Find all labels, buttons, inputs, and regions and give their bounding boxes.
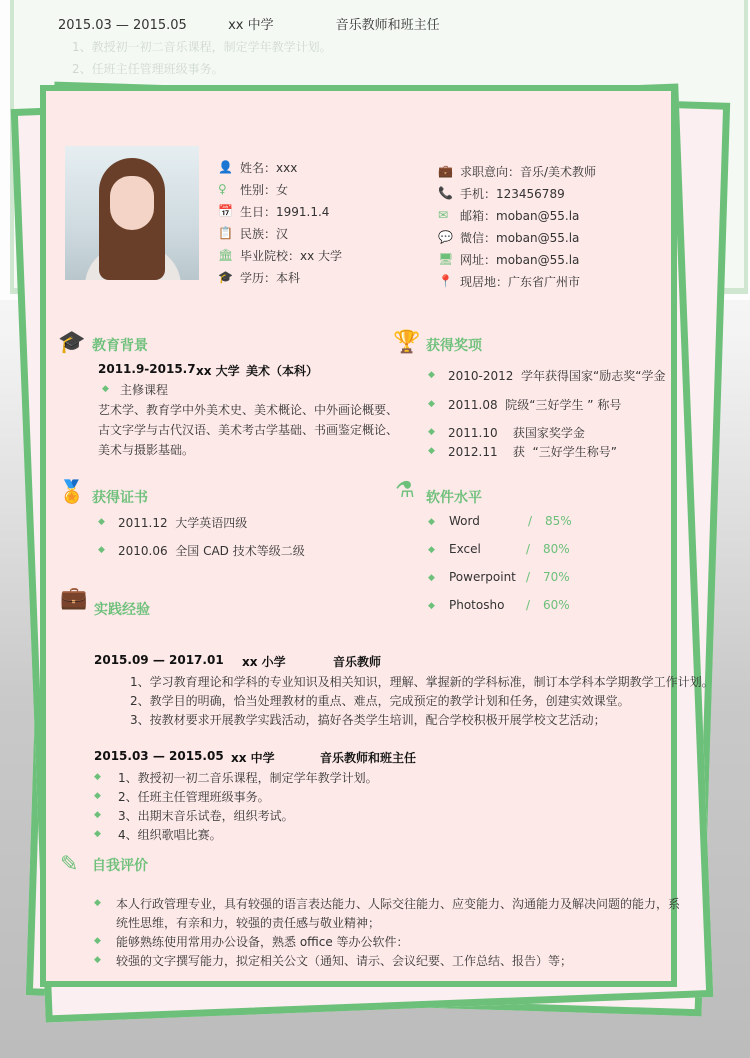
background-line: 1、教授初一初二音乐课程，制定学年教学计划。 [72, 40, 332, 54]
profile-birthday: 生日：1991.1.4 [240, 205, 330, 219]
self-eval-line: 统性思维，有亲和力，较强的责任感与敬业精神； [116, 916, 381, 930]
award-item: 2010-2012 学年获得国家“励志奖“学金 [448, 369, 666, 383]
job-period: 2015.09 — 2017.01 [94, 653, 224, 667]
self-eval-line: 本人行政管理专业，具有较强的语言表达能力、人际交往能力、应变能力、沟通能力及解决问题的能力，系 [116, 897, 681, 911]
profile-degree: 学历：本科 [240, 271, 301, 285]
education-period: 2011.9-2015.7 [98, 362, 196, 376]
skill-name: Excel [449, 542, 481, 556]
diamond-bullet-icon: ◆ [98, 545, 105, 555]
profile-wechat: 微信：moban@55.la [460, 231, 580, 245]
education-line: 美术与摄影基础。 [98, 443, 195, 457]
education-school: xx 大学 [196, 364, 240, 378]
briefcase-icon: 💼 [60, 586, 88, 611]
diamond-bullet-icon: ◆ [94, 936, 101, 946]
profile-intention: 求职意向：音乐/美术教师 [460, 165, 597, 179]
self-eval-line: 较强的文字撰写能力，拟定相关公文（通知、请示、会议纪要、工作总结、报告）等； [116, 954, 573, 968]
gender-icon: ♀ [218, 182, 227, 196]
award-item: 2012.11 获 “三好学生称号” [448, 445, 617, 459]
self-eval-title: 自我评价 [92, 858, 148, 874]
job-duty: 2、任班主任管理班级事务。 [118, 790, 270, 804]
diamond-bullet-icon: ◆ [94, 772, 101, 782]
skill-separator: / [528, 514, 533, 528]
award-item: 2011.10 获国家奖学金 [448, 426, 585, 440]
job-duty: 3、按教材要求开展教学实践活动，搞好各类学生培训，配合学校积极开展学校文艺活动； [130, 713, 606, 727]
certificate-item: 2011.12 大学英语四级 [118, 516, 248, 530]
medal-icon: 🏅 [58, 480, 86, 505]
skill-separator: / [526, 542, 531, 556]
diamond-bullet-icon: ◆ [428, 399, 435, 409]
skill-separator: / [526, 598, 531, 612]
wechat-icon: 💬 [438, 230, 453, 244]
practice-title: 实践经验 [94, 602, 150, 618]
job-role: 音乐教师和班主任 [320, 751, 417, 765]
skills-title: 软件水平 [426, 490, 482, 506]
mail-icon: ✉ [438, 208, 449, 222]
skill-name: Powerpoint [449, 570, 516, 584]
location-icon: 📍 [438, 274, 453, 288]
job-org: xx 小学 [242, 655, 286, 669]
skill-level: 80% [543, 542, 570, 556]
self-eval-line: 能够熟练使用常用办公设备，熟悉 office 等办公软件： [116, 935, 409, 949]
diamond-bullet-icon: ◆ [94, 829, 101, 839]
certificate-item: 2010.06 全国 CAD 技术等级二级 [118, 544, 305, 558]
profile-email: 邮箱：moban@55.la [460, 209, 580, 223]
diamond-bullet-icon: ◆ [98, 517, 105, 527]
calendar-icon: 📅 [218, 204, 233, 218]
diamond-bullet-icon: ◆ [94, 898, 101, 908]
graduation-cap-icon: 🎓 [58, 330, 86, 355]
pencil-icon: ✎ [60, 852, 79, 877]
background-title: 2015.03 — 2015.05 xx 中学 音乐教师和班主任 [58, 18, 440, 33]
education-title: 教育背景 [92, 338, 148, 354]
nation-icon: 📋 [218, 226, 233, 240]
education-bullet: 主修课程 [120, 383, 169, 397]
profile-nation: 民族：汉 [240, 227, 289, 241]
background-line: 2、任班主任管理班级事务。 [72, 62, 224, 76]
profile-school: 毕业院校：xx 大学 [240, 249, 343, 263]
job-duty: 4、组织歌唱比赛。 [118, 828, 222, 842]
job-duty: 2、教学目的明确，恰当处理教材的重点、难点，完成预定的教学计划和任务，创建实效课堂。 [130, 694, 630, 708]
monitor-icon: 🖥 [438, 252, 454, 266]
job-duty: 1、教授初一初二音乐课程，制定学年教学计划。 [118, 771, 378, 785]
diamond-bullet-icon: ◆ [428, 427, 435, 437]
flask-icon: ⚗ [395, 478, 415, 503]
job-role: 音乐教师 [333, 655, 382, 669]
trophy-icon: 🏆 [393, 330, 421, 355]
skill-name: Word [449, 514, 480, 528]
certificates-title: 获得证书 [92, 490, 148, 506]
phone-icon: 📞 [438, 186, 453, 200]
diamond-bullet-icon: ◆ [102, 384, 109, 394]
graduation-cap-icon: 🎓 [218, 270, 233, 284]
skill-level: 70% [543, 570, 570, 584]
diamond-bullet-icon: ◆ [428, 573, 435, 583]
profile-gender: 性别：女 [240, 183, 289, 197]
resume-card [40, 85, 714, 987]
profile-name: 姓名：xxx [240, 161, 298, 175]
person-icon: 👤 [218, 160, 233, 174]
profile-photo [65, 146, 199, 280]
briefcase-icon: 💼 [438, 164, 453, 178]
skill-level: 85% [545, 514, 572, 528]
diamond-bullet-icon: ◆ [94, 955, 101, 965]
diamond-bullet-icon: ◆ [94, 810, 101, 820]
diamond-bullet-icon: ◆ [94, 791, 101, 801]
skill-separator: / [526, 570, 531, 584]
profile-website: 网址：moban@55.la [460, 253, 580, 267]
profile-phone: 手机：123456789 [460, 187, 565, 201]
awards-title: 获得奖项 [426, 338, 482, 354]
diamond-bullet-icon: ◆ [428, 545, 435, 555]
education-line: 古文字学与古代汉语、美术考古学基础、书画鉴定概论、 [98, 423, 399, 437]
diamond-bullet-icon: ◆ [428, 601, 435, 611]
school-icon: 🏛 [218, 248, 234, 262]
diamond-bullet-icon: ◆ [428, 446, 435, 456]
job-period: 2015.03 — 2015.05 [94, 749, 224, 763]
job-duty: 1、学习教育理论和学科的专业知识及相关知识，理解、掌握新的学科标准，制订本学科本学期教学工作计划。 [130, 675, 714, 689]
skill-level: 60% [543, 598, 570, 612]
award-item: 2011.08 院级“三好学生 ” 称号 [448, 398, 622, 412]
diamond-bullet-icon: ◆ [428, 370, 435, 380]
profile-location: 现居地：广东省广州市 [460, 275, 581, 289]
skill-name: Photosho [449, 598, 505, 612]
education-major: 美术（本科） [246, 364, 319, 378]
job-duty: 3、出期末音乐试卷，组织考试。 [118, 809, 294, 823]
education-line: 艺术学、教育学中外美术史、美术概论、中外画论概要、 [98, 403, 399, 417]
diamond-bullet-icon: ◆ [428, 517, 435, 527]
job-org: xx 中学 [231, 751, 275, 765]
